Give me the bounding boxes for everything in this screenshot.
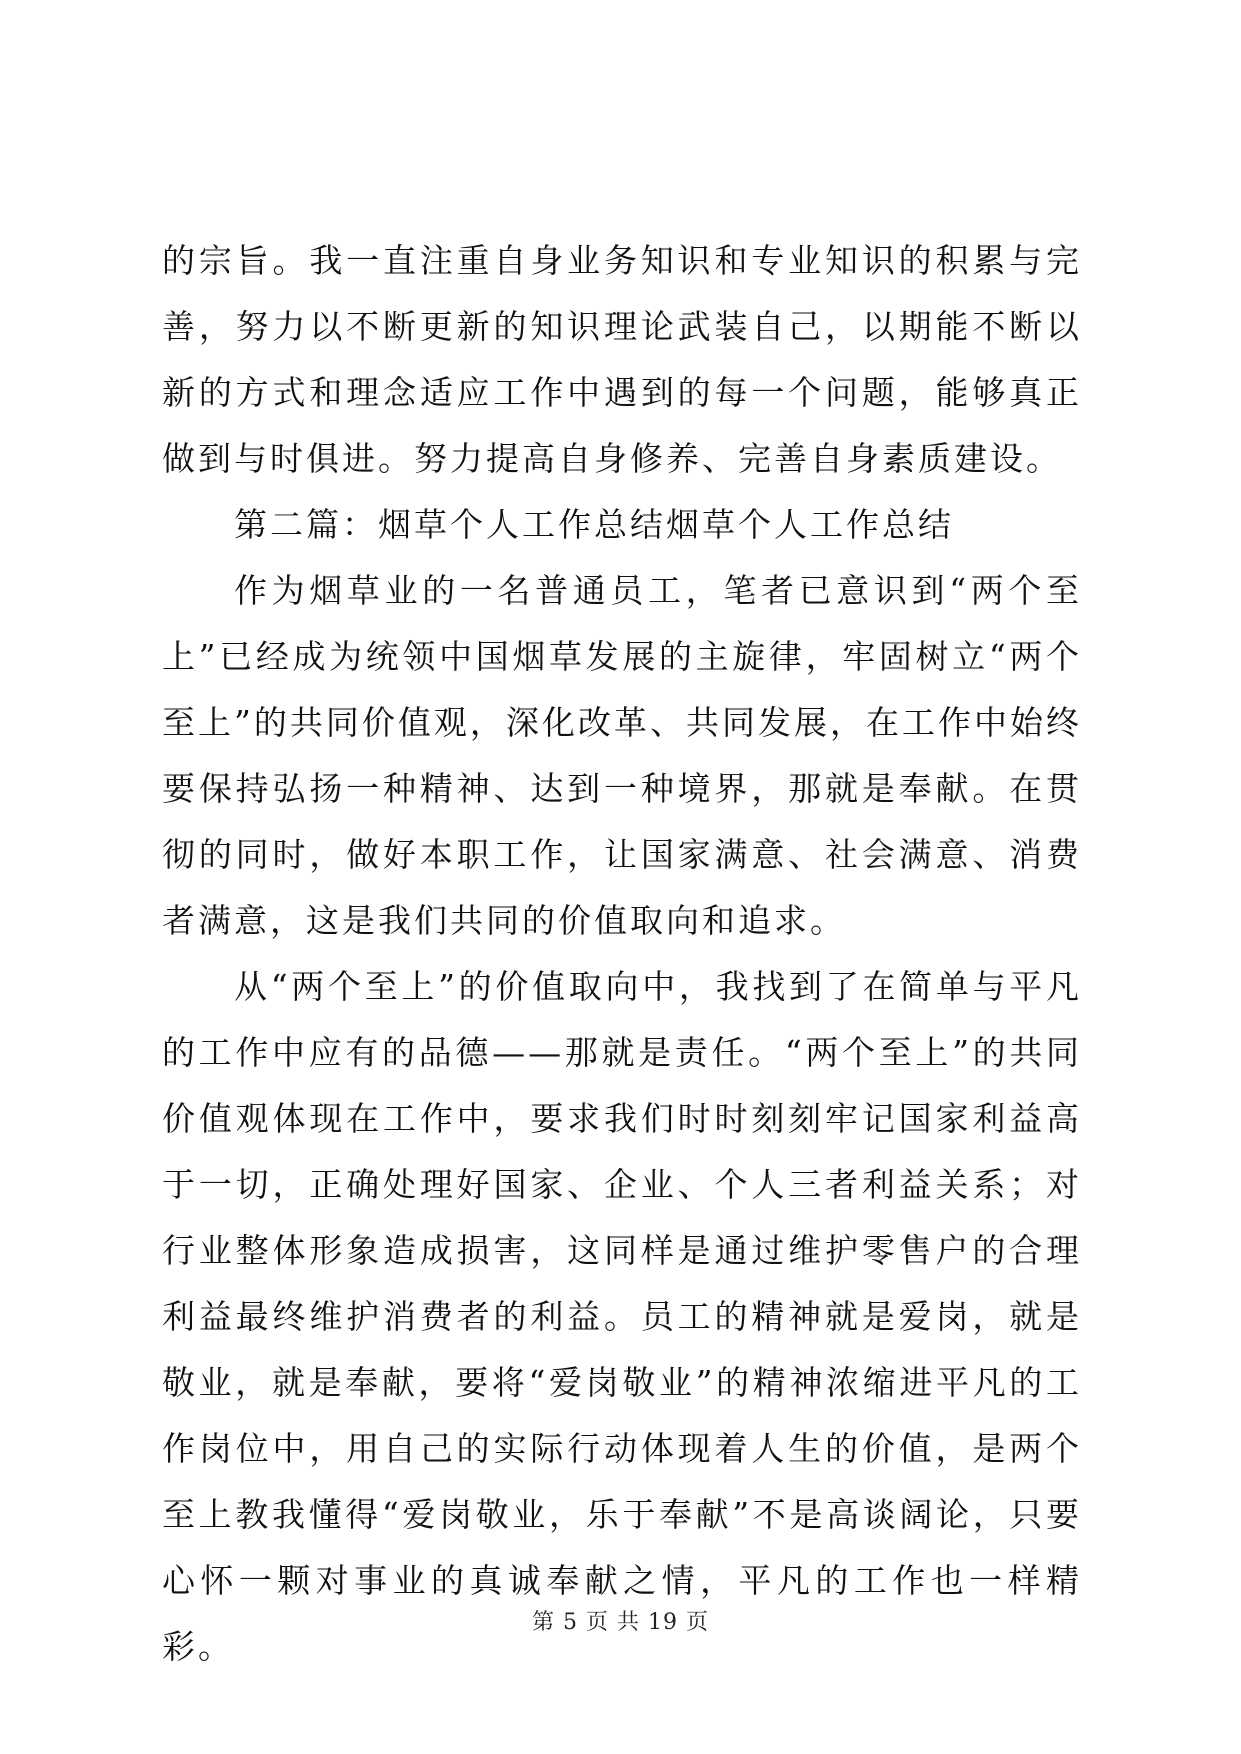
paragraph: 作为烟草业的一名普通员工，笔者已意识到“两个至上”已经成为统领中国烟草发展的主旋律，牢固树立“两个至上”的共同价值观，深化改革、共同发展，在工作中始终要保持弘扬一种精神、达到一种境界，那就是奉献。在贯彻的同时，做好本职工作，让国家满意、社会满意、消费者满意，这是我们共同的价值取向和追求。 <box>162 571 1082 940</box>
page-number-footer: 第 5 页 共 19 页 <box>532 1610 709 1635</box>
document-body <box>162 228 1082 1680</box>
paragraph-continuation: 的宗旨。我一直注重自身业务知识和专业知识的积累与完善，努力以不断更新的知识理论武装自己，以期能不断以新的方式和理念适应工作中遇到的每一个问题，能够真正做到与时俱进。努力提高自身修养、完善自身素质建设。 <box>162 241 1082 478</box>
paragraph: 从“两个至上”的价值取向中，我找到了在简单与平凡的工作中应有的品德——那就是责任。“两个至上”的共同价值观体现在工作中，要求我们时时刻刻牢记国家利益高于一切，正确处理好国家、企业、个人三者利益关系；对行业整体形象造成损害，这同样是通过维护零售户的合理利益最终维护消费者的利益。员工的精神就是爱岗，就是敬业，就是奉献，要将“爱岗敬业”的精神浓缩进平凡的工作岗位中，用自己的实际行动体现着人生的价值，是两个至上教我懂得“爱岗敬业，乐于奉献”不是高谈阔论，只要心怀一颗对事业的真诚奉献之情，平凡的工作也一样精彩。 <box>162 967 1082 1666</box>
section-heading: 第二篇：烟草个人工作总结烟草个人工作总结 <box>234 505 954 544</box>
